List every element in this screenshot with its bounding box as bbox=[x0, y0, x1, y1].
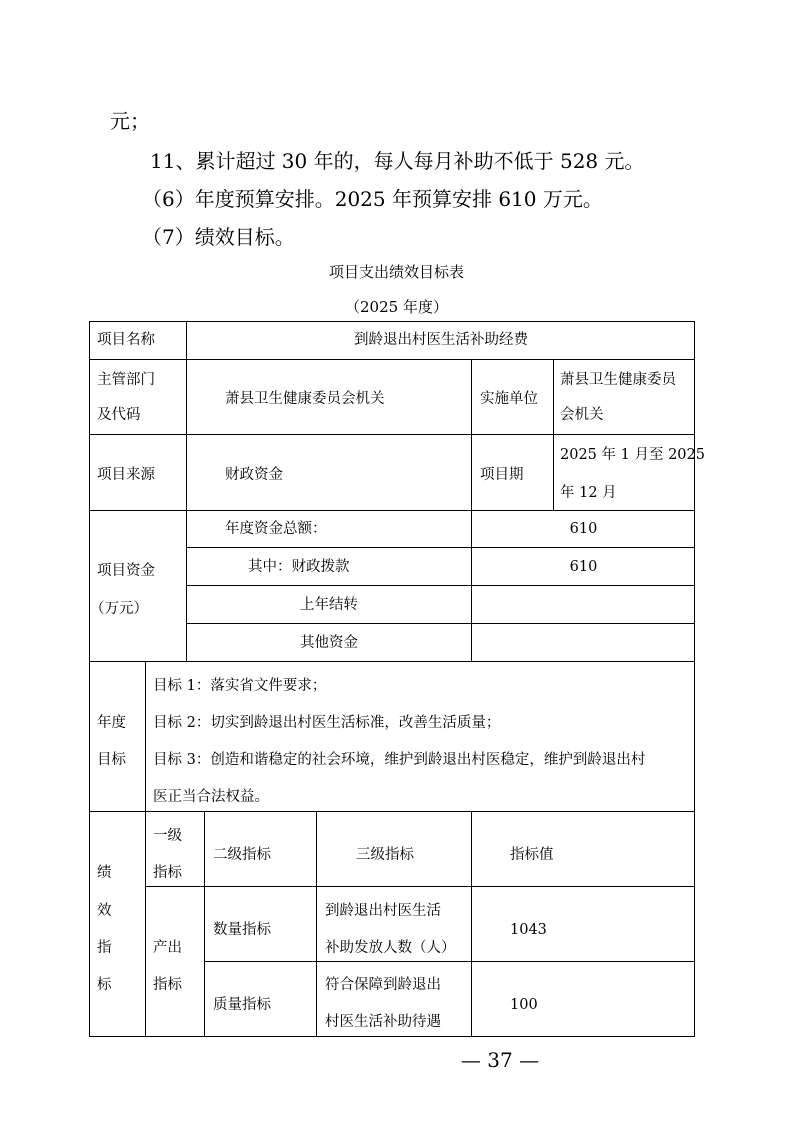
table-year: （2025 年度） bbox=[345, 298, 448, 316]
qual-label: 质量指标 bbox=[213, 997, 271, 1013]
dept-label: 主管部门 bbox=[97, 372, 155, 388]
fund-label: 项目资金 bbox=[97, 563, 155, 579]
table-rule bbox=[471, 359, 472, 510]
impl-value: 萧县卫生健康委员 bbox=[560, 372, 676, 388]
fund-fiscal-label: 其中：财政拨款 bbox=[248, 559, 350, 575]
project-name-label: 项目名称 bbox=[97, 332, 155, 348]
source-value: 财政资金 bbox=[225, 467, 283, 483]
qty-desc: 补助发放人数（人） bbox=[325, 940, 456, 956]
paragraph-line: 11、累计超过 30 年的，每人每月补助不低于 528 元。 bbox=[150, 149, 645, 173]
qty-desc: 到龄退出村医生活 bbox=[325, 903, 441, 919]
dept-value: 萧县卫生健康委员会机关 bbox=[225, 391, 385, 407]
impl-value: 会机关 bbox=[560, 407, 604, 423]
period-value: 2025 年 1 月至 2025 bbox=[560, 447, 705, 463]
fund-label: （万元） bbox=[90, 601, 148, 617]
table-rule bbox=[145, 886, 695, 887]
paragraph-line: （7）绩效目标。 bbox=[142, 225, 295, 249]
table-rule bbox=[89, 359, 695, 360]
output-label: 产出 bbox=[153, 940, 182, 956]
period-value: 年 12 月 bbox=[560, 485, 617, 501]
paragraph-line: 元； bbox=[110, 109, 150, 133]
header-level3: 三级指标 bbox=[356, 847, 414, 863]
dept-label: 及代码 bbox=[97, 407, 141, 423]
header-level1: 一级 bbox=[153, 828, 182, 844]
table-rule bbox=[145, 661, 146, 1037]
goal-item: 目标 3：创造和谐稳定的社会环境，维护到龄退出村医稳定，维护到龄退出村 bbox=[153, 752, 646, 768]
perf-label-char: 绩 bbox=[97, 865, 112, 881]
perf-label-char: 效 bbox=[97, 903, 112, 919]
goal-item: 目标 2：切实到龄退出村医生活标准，改善生活质量； bbox=[153, 715, 501, 731]
fund-fiscal-value: 610 bbox=[569, 559, 598, 575]
header-level2: 二级指标 bbox=[213, 847, 271, 863]
perf-label-char: 指 bbox=[97, 940, 112, 956]
fund-total-value: 610 bbox=[569, 521, 598, 537]
table-rule bbox=[204, 811, 205, 1037]
output-label: 指标 bbox=[153, 977, 182, 993]
perf-label-char: 标 bbox=[97, 977, 112, 993]
qual-desc: 符合保障到龄退出 bbox=[325, 977, 441, 993]
fund-carry-label: 上年结转 bbox=[300, 597, 358, 613]
qual-desc: 村医生活补助待遇 bbox=[325, 1014, 441, 1030]
project-name-value: 到龄退出村医生活补助经费 bbox=[354, 332, 528, 348]
fund-total-label: 年度资金总额： bbox=[225, 521, 327, 537]
header-value: 指标值 bbox=[510, 847, 554, 863]
paragraph-line: （6）年度预算安排。2025 年预算安排 610 万元。 bbox=[142, 187, 603, 211]
goal-item: 目标 1：落实省文件要求； bbox=[153, 678, 327, 694]
header-level1: 指标 bbox=[153, 865, 182, 881]
table-rule bbox=[471, 811, 472, 1037]
table-title: 项目支出绩效目标表 bbox=[328, 263, 464, 281]
qty-label: 数量指标 bbox=[213, 922, 271, 938]
fund-other-label: 其他资金 bbox=[300, 635, 358, 651]
goal-label: 年度 bbox=[97, 715, 126, 731]
page-number: — 37 — bbox=[460, 1048, 540, 1072]
table-rule bbox=[553, 359, 554, 510]
period-label: 项目期 bbox=[480, 467, 524, 483]
table-rule bbox=[316, 811, 317, 1037]
table-rule bbox=[89, 434, 695, 435]
qty-value: 1043 bbox=[510, 922, 547, 938]
impl-label: 实施单位 bbox=[480, 391, 538, 407]
qual-value: 100 bbox=[510, 997, 538, 1013]
goal-label: 目标 bbox=[97, 752, 126, 768]
goal-item: 医正当合法权益。 bbox=[153, 789, 269, 805]
source-label: 项目来源 bbox=[97, 467, 155, 483]
